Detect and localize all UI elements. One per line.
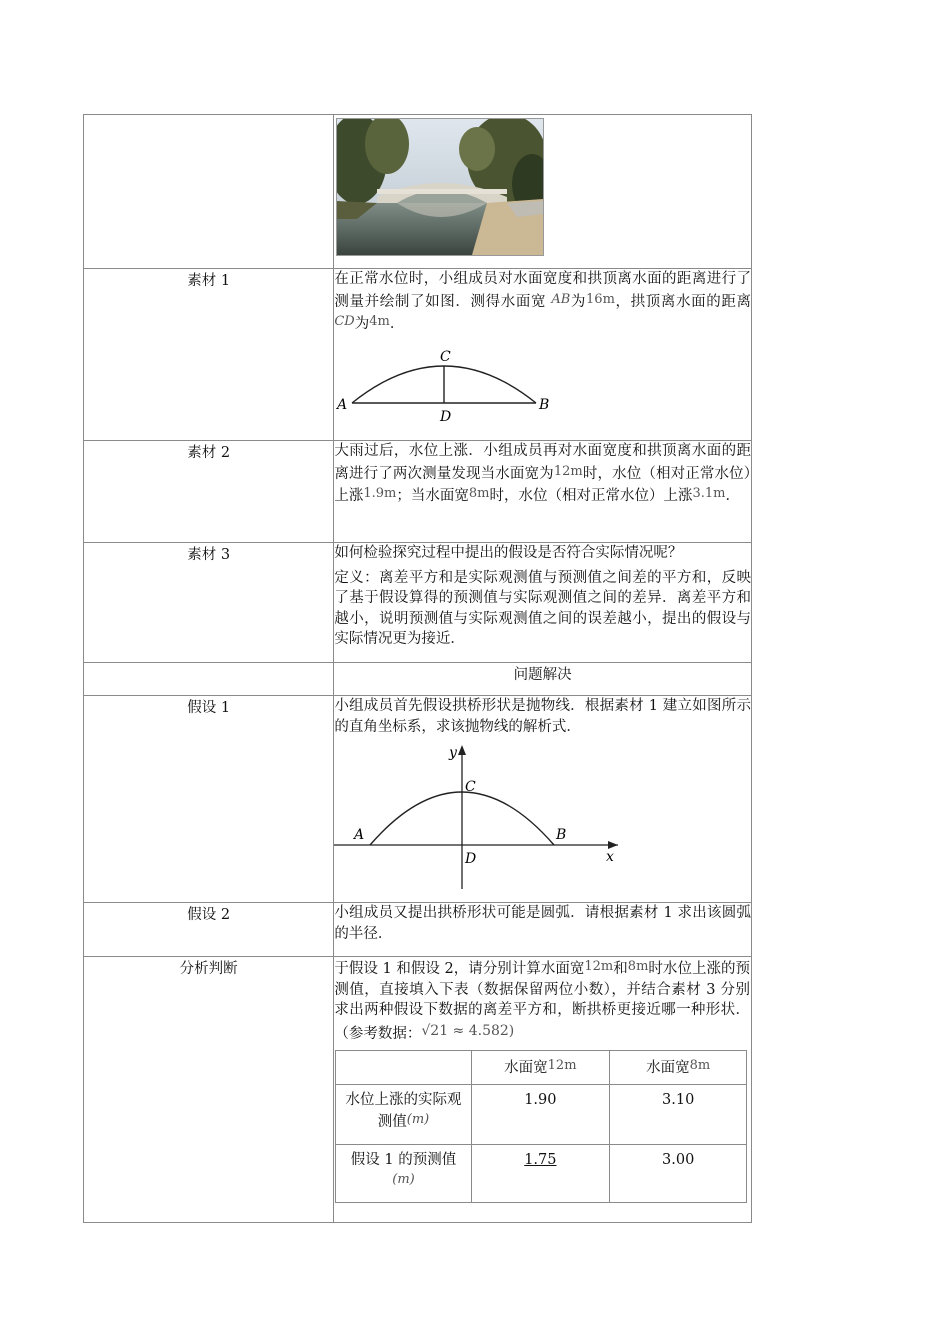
point-d-label: D bbox=[440, 408, 452, 425]
material3-cell bbox=[334, 543, 752, 663]
row-actual-label: 水位上涨的实际观测值(m) bbox=[336, 1085, 471, 1145]
row-hypothesis1-label: 假设 1 的预测值 (m) bbox=[336, 1145, 471, 1203]
hypothesis2-label: 假设 2 bbox=[84, 903, 334, 957]
corner-cell bbox=[336, 1051, 471, 1085]
prediction-table bbox=[335, 1050, 747, 1203]
hypothesis1-label: 假设 1 bbox=[84, 696, 334, 903]
arch-diagram bbox=[334, 335, 564, 425]
empty-header-cell bbox=[84, 663, 334, 696]
actual-value-8: 3.10 bbox=[610, 1085, 747, 1145]
x-axis-label: x bbox=[606, 849, 615, 865]
material3-label: 素材 3 bbox=[84, 543, 334, 663]
hypothesis1-value-8[interactable]: 3.00 bbox=[610, 1145, 747, 1203]
coordinate-diagram bbox=[332, 741, 632, 891]
material3-question: 如何检验探究过程中提出的假设是否符合实际情况呢？ bbox=[334, 545, 683, 561]
material2-text: 大雨过后，水位上涨．小组成员再对水面宽度和拱顶离水面的距离进行了两次测量发现当水面宽为12m时，水位（相对正常水位）上涨1.9m；当水面宽8m时，水位（相对正常水位）上涨3.1m． bbox=[334, 443, 751, 504]
hypothesis1-cell bbox=[334, 696, 752, 903]
material1-label: 素材 1 bbox=[84, 269, 334, 441]
point-b-label: B bbox=[539, 396, 550, 413]
analysis-text: 于假设 1 和假设 2，请分别计算水面宽12m和8m时水位上涨的预测值，直接填入下表（数据保留两位小数），并结合素材 3 分别求出两种假设下数据的离差平方和，断拱桥更接近哪一种形状．（参考数据：√21 ≈ 4.582) bbox=[334, 959, 750, 1042]
material3-definition: 定义：离差平方和是实际观测值与预测值之间差的平方和，反映了基于假设算得的预测值与实际观测值之间的差异．离差平方和越小，说明预测值与实际观测值之间的误差越小，提出的假设与实际情况更为接近． bbox=[334, 569, 751, 647]
header-width-8: 水面宽8m bbox=[610, 1051, 747, 1085]
point-d-label: D bbox=[465, 851, 477, 867]
bridge-photo bbox=[336, 118, 544, 256]
y-axis-label: y bbox=[449, 745, 458, 761]
analysis-cell bbox=[334, 957, 752, 1223]
material2-cell bbox=[334, 441, 752, 543]
problem-header: 问题解决 bbox=[334, 663, 752, 696]
hypothesis2-text: 小组成员又提出拱桥形状可能是圆弧．请根据素材 1 求出该圆弧的半径． bbox=[334, 905, 751, 942]
empty-label-cell bbox=[84, 115, 334, 269]
material1-cell bbox=[334, 269, 752, 441]
point-c-label: C bbox=[465, 779, 477, 795]
actual-value-12: 1.90 bbox=[471, 1085, 609, 1145]
hypothesis2-cell bbox=[334, 903, 752, 957]
y-axis-arrow bbox=[458, 745, 466, 755]
point-a-label: A bbox=[337, 396, 348, 413]
header-width-12: 水面宽12m bbox=[471, 1051, 609, 1085]
hypothesis1-value-12[interactable]: 1.75 bbox=[471, 1145, 609, 1203]
analysis-label: 分析判断 bbox=[84, 957, 334, 1223]
worksheet-table bbox=[83, 114, 752, 1223]
photo-cell bbox=[334, 115, 752, 269]
x-axis-arrow bbox=[608, 841, 618, 849]
bridge-photo-image bbox=[337, 119, 543, 255]
hypothesis1-text: 小组成员首先假设拱桥形状是抛物线．根据素材 1 建立如图所示的直角坐标系，求该抛物线的解析式． bbox=[334, 698, 751, 735]
point-b-label: B bbox=[556, 827, 567, 843]
material1-text: 在正常水位时，小组成员对水面宽度和拱顶离水面的距离进行了测量并绘制了如图．测得水面宽 AB为16m，拱顶离水面的距离CD为4m． bbox=[334, 271, 752, 332]
material2-label: 素材 2 bbox=[84, 441, 334, 543]
point-a-label: A bbox=[354, 827, 365, 843]
point-c-label: C bbox=[440, 348, 452, 365]
